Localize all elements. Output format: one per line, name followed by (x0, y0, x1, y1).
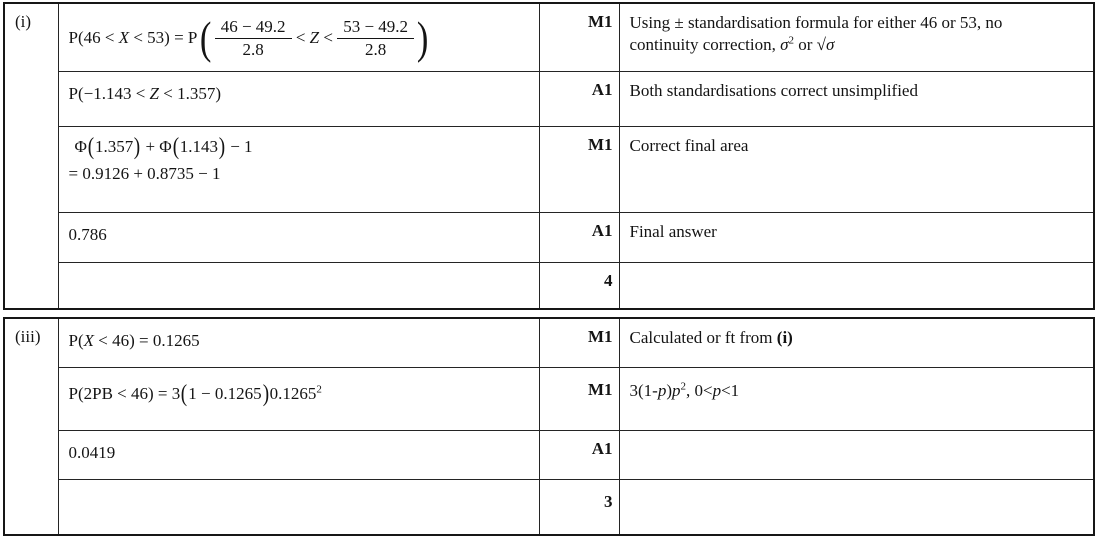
math-run: 1.357 (94, 137, 134, 156)
mark-cell (539, 318, 619, 368)
math-var-p: p (712, 381, 722, 400)
comment-run: continuity correction, (629, 35, 781, 55)
part-label: (i) (15, 12, 32, 31)
big-left-paren: ( (200, 12, 212, 63)
math-run: − 1 (225, 137, 253, 156)
comment-cell (619, 480, 1094, 536)
comment-run: or (793, 35, 817, 55)
comment-cell: Correct final area (619, 127, 1094, 213)
radical-sign: √ (816, 35, 826, 55)
mark-code: M1 (587, 135, 613, 154)
comment-run: , 0< (686, 381, 713, 400)
working-cell (58, 72, 539, 127)
superscript: 2 (788, 34, 794, 47)
superscript: 2 (680, 380, 686, 393)
mark-scheme-table-part-i (3, 2, 1095, 310)
math-run: + Φ (141, 137, 172, 156)
math-run: < 1.357) (159, 84, 222, 103)
math-run: < 46) = 0.1265 (94, 331, 200, 350)
big-right-paren: ) (416, 12, 429, 63)
part-reference: (i) (776, 328, 793, 347)
table-row (4, 127, 1094, 213)
numeric-evaluation: = 0.9126 + 0.8735 − 1 (68, 164, 221, 184)
mark-code: A1 (591, 80, 613, 99)
comment-run: <1 (721, 381, 740, 400)
math-run: < (291, 28, 310, 48)
table-row (4, 263, 1094, 310)
working-cell (58, 3, 539, 72)
mark-code: A1 (591, 439, 613, 458)
math-var-z: Z (149, 84, 160, 103)
math-run: 0.1265 (269, 384, 317, 403)
math-run: < (319, 28, 338, 48)
comment-line: Using ± standardisation formula for either 46 or 53, no (629, 13, 1003, 32)
mark-scheme-table-part-iii (3, 317, 1095, 536)
working-cell (58, 431, 539, 480)
comment-cell (619, 318, 1094, 368)
fraction-denominator: 2.8 (365, 39, 387, 59)
math-run: P(2PB < 46) = 3 (68, 384, 181, 403)
fraction (215, 17, 292, 59)
math-run: P(−1.143 < (68, 84, 150, 103)
table-row (4, 431, 1094, 480)
math-var-x: X (118, 28, 130, 48)
mark-code: M1 (587, 12, 613, 31)
table-row (4, 72, 1094, 127)
math-var-p: p (672, 381, 681, 400)
table-row (4, 480, 1094, 536)
part-label-cell (4, 3, 58, 309)
comment-run: Calculated or ft from (629, 328, 777, 347)
comment-cell (619, 263, 1094, 310)
comment-cell (619, 368, 1094, 431)
part-label: (iii) (15, 327, 41, 346)
binomial-formula: $P(2PB < 46) = 3(1 - 0.1265)0.1265^2$ (68, 381, 322, 407)
mark-code: M1 (587, 327, 613, 346)
table-row (4, 368, 1094, 431)
mark-cell (539, 3, 619, 72)
comment-cell: Both standardisations correct unsimplified (619, 72, 1094, 127)
math-run: Φ (74, 137, 87, 156)
comment-cell: Final answer (619, 213, 1094, 263)
working-cell (58, 480, 539, 536)
probability-formula (69, 331, 200, 350)
mark-cell (539, 480, 619, 536)
math-run: 1 − 0.1265 (188, 384, 262, 403)
math-var-z: Z (309, 28, 320, 48)
mark-cell (539, 368, 619, 431)
z-interval-formula (69, 84, 222, 103)
math-run: P( (68, 331, 84, 350)
mark-cell (539, 431, 619, 480)
table-row (4, 213, 1094, 263)
mark-cell (539, 127, 619, 213)
working-cell (58, 368, 539, 431)
mark-cell (539, 72, 619, 127)
comment-cell (619, 3, 1094, 72)
fraction-denominator: 2.8 (242, 39, 264, 59)
comment-cell (619, 431, 1094, 480)
math-var-sigma: σ (826, 35, 835, 55)
math-run: P(46 < (68, 28, 119, 48)
working-cell (58, 213, 539, 263)
mark-cell (539, 263, 619, 310)
math-var-x: X (83, 331, 95, 350)
working-cell (58, 127, 539, 213)
fraction (337, 17, 414, 59)
table-row (4, 3, 1094, 72)
section-divider-gap (3, 310, 1100, 317)
final-answer-value: 0.0419 (68, 443, 116, 462)
fraction-numerator: 53 − 49.2 (337, 17, 414, 39)
total-marks: 3 (604, 492, 613, 511)
table-row (4, 318, 1094, 368)
math-run: < 53) = P (129, 28, 198, 48)
math-var-sigma: σ (780, 35, 789, 55)
part-label-cell (4, 318, 58, 535)
math-var-p: p (657, 381, 667, 400)
comment-line (630, 34, 1088, 56)
mark-cell (539, 213, 619, 263)
working-cell (58, 263, 539, 310)
mark-code: A1 (591, 221, 613, 240)
comment-run: 3(1- (629, 381, 658, 400)
working-cell (58, 318, 539, 368)
total-marks: 4 (604, 271, 613, 290)
mark-code: M1 (587, 380, 613, 399)
comment-run: ) (666, 381, 672, 400)
math-run: 1.143 (179, 137, 218, 156)
final-answer-value: 0.786 (68, 225, 107, 244)
phi-expression: Φ(1.357) + Φ(1.143) − 1 (74, 134, 253, 160)
fraction-numerator: 46 − 49.2 (215, 17, 292, 39)
standardisation-formula (69, 9, 533, 67)
superscript: 2 (316, 383, 322, 396)
